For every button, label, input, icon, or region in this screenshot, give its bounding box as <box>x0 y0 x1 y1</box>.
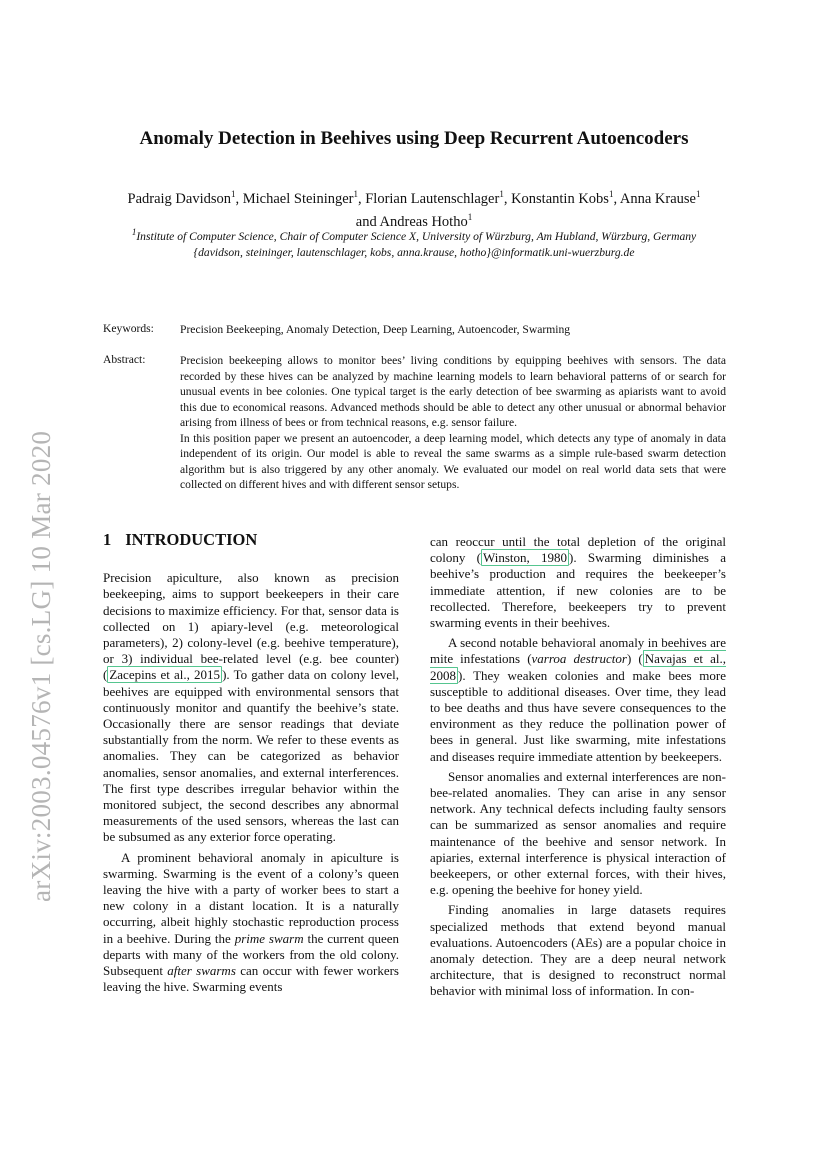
keywords-label: Keywords: <box>103 322 154 335</box>
citation-link[interactable]: Navajas et al., 2008 <box>430 651 726 683</box>
affiliation-marker: 1 <box>608 189 614 199</box>
arxiv-identifier-stamp: arXiv:2003.04576v1 [cs.LG] 10 Mar 2020 <box>26 430 56 902</box>
abstract-body <box>180 353 726 493</box>
emphasis-term: after swarms <box>167 963 236 979</box>
text-run: ). They weaken colonies and make bees more susceptible to additional diseases. Over time, they lead to bee deaths and thus have severe consequences to the environment as they reduce the pollination power of bees in general. Just like swarming, mite infestations and diseases require immediate attention by beekeepers. <box>430 667 726 764</box>
left-column <box>103 528 399 995</box>
citation-link[interactable]: Winston, 1980 <box>482 550 568 566</box>
email-list: {davidson, steininger, lautenschlager, kobs, anna.krause, hotho}@informatik.uni-wuerzburg.de <box>193 245 635 259</box>
text-run: the current queen departs with many of the workers from the old colony. Subsequent <box>103 930 400 979</box>
author-name: Florian Lautenschlager <box>365 190 500 207</box>
body-paragraph: Sensor anomalies and external interferences are non-bee-related anomalies. They can arise in any sensor network. Any technical defects including faulty sensors can be summarized as sensor anomalies and require maintenance of the beehive and sensor network. In apiaries, external interference is physical interaction of beekeepers, or other external forces, with their hives, e.g. opening the beehive for honey yield. <box>430 768 726 898</box>
author-name: Padraig Davidson <box>127 190 231 207</box>
affiliation-marker: 1 <box>467 211 473 222</box>
emphasis-term: prime swarm <box>234 930 304 946</box>
abstract-paragraph: Precision beekeeping allows to monitor bees’ living conditions by equipping beehives with sensors. The data recorded by these hives can be analyzed by machine learning models to learn behavioral patterns of or search for unusual events in bee colonies. One typical target is the early detection of bee swarming as apiarists want to avoid this due to economical reasons. Advanced methods should be able to detect any other unusual or abnormal behavior arising from illness of bees or from technical reasons, e.g. sensor failure. <box>180 354 726 429</box>
text-run: A second notable behavioral anomaly in beehives are mite infestations ( <box>430 635 726 667</box>
author-name: Michael Steininger <box>242 190 354 207</box>
affiliation-marker: 1 <box>499 189 504 199</box>
author-name: Konstantin Kobs <box>511 190 609 207</box>
right-column <box>430 534 726 1000</box>
section-title: INTRODUCTION <box>125 530 258 549</box>
affiliation-marker: 1 <box>131 227 137 237</box>
affiliation-marker: 1 <box>353 189 358 199</box>
text-run: can occur with fewer workers leaving the hive. Swarming events <box>103 963 399 995</box>
body-paragraph <box>430 635 726 765</box>
text-run: can reoccur until the total depletion of the original colony ( <box>430 534 726 566</box>
affiliation-marker: 1 <box>696 189 701 199</box>
emphasis-term: varroa destructor <box>531 651 627 667</box>
affiliation-block <box>80 224 748 261</box>
text-run: ). Swarming diminishes a beehive’s production and requires the beekeeper’s immediate attention, if new colonies are to be recollected. Therefore, beekeepers try to prevent swarming events in their beehives. <box>430 550 726 631</box>
body-paragraph <box>430 534 726 631</box>
section-number: 1 <box>103 530 112 549</box>
abstract-paragraph: In this position paper we present an autoencoder, a deep learning model, which detects any type of anomaly in data independent of its origin. Our model is able to reveal the same swarms as a simple rule-based swarm detection algorithm but is also triggered by any other anomaly. We evaluated our model on real world data sets that were collected on different hives and with different sensor setups. <box>180 431 726 491</box>
author-name: and Andreas Hotho <box>355 213 468 230</box>
body-paragraph: Finding anomalies in large datasets requires specialized methods that extend beyond manual evaluations. Autoencoders (AEs) are a popular choice in anomaly detection. They are a deep neural network architecture, that is designed to reconstruct normal behavior with minimal loss of information. In con- <box>430 902 726 999</box>
text-run: ). To gather data on colony level, beehives are equipped with environmental sensors that continuously monitor and quantify the beehive’s state. Occasionally there are sensor readings that deviate substantially from the norm. We refer to these events as anomalies. They can be categorized as behavior anomalies, sensor anomalies, and external interferences. The first type describes irregular behavior within the monitored subject, the second describes any abnormal measurements of the used sensors, whereas the last can be subsumed as any exterior force operating. <box>103 667 400 845</box>
body-paragraph <box>103 570 399 845</box>
paper-title: Anomaly Detection in Beehives using Deep Recurrent Autoencoders <box>139 128 689 149</box>
text-run: ) ( <box>626 651 643 667</box>
keywords-text: Precision Beekeeping, Anomaly Detection, Deep Learning, Autoencoder, Swarming <box>180 323 571 336</box>
author-name: Anna Krause <box>619 190 696 207</box>
text-run: A prominent behavioral anomaly in apiculture is swarming. Swarming is the event of a colony’s queen leaving the hive with a party of worker bees to start a new colony in a distant location. It is a naturally occurring, albeit highly stochastic reproduction process in a beehive. During the <box>103 849 399 946</box>
citation-link[interactable]: Zacepins et al., 2015 <box>109 667 221 683</box>
author-list: Padraig Davidson$^1$, Michael Steininger$^1$, Florian Lautenschlager$^1$, Konstantin Kobs$^1$, Anna Krause$^1$ and Andreas Hotho$^1$ <box>127 189 701 230</box>
section-heading <box>103 532 399 548</box>
institute-text: Institute of Computer Science, Chair of Computer Science X, University of Würzburg, Am Hubland, Würzburg, Germany <box>136 229 697 243</box>
affiliation-marker: 1 <box>231 189 236 199</box>
body-paragraph <box>103 850 399 996</box>
abstract-label: Abstract: <box>103 353 146 366</box>
text-run: Precision apiculture, also known as precision beekeeping, aims to support beekeepers in their care decisions to maximize efficiency. For that, sensor data is collected on 1) apiary-level (e.g. meteorological parameters), 2) colony-level (e.g. beehive temperature), or 3) individual bee-related level (e.g. bee counter) ( <box>103 570 399 683</box>
